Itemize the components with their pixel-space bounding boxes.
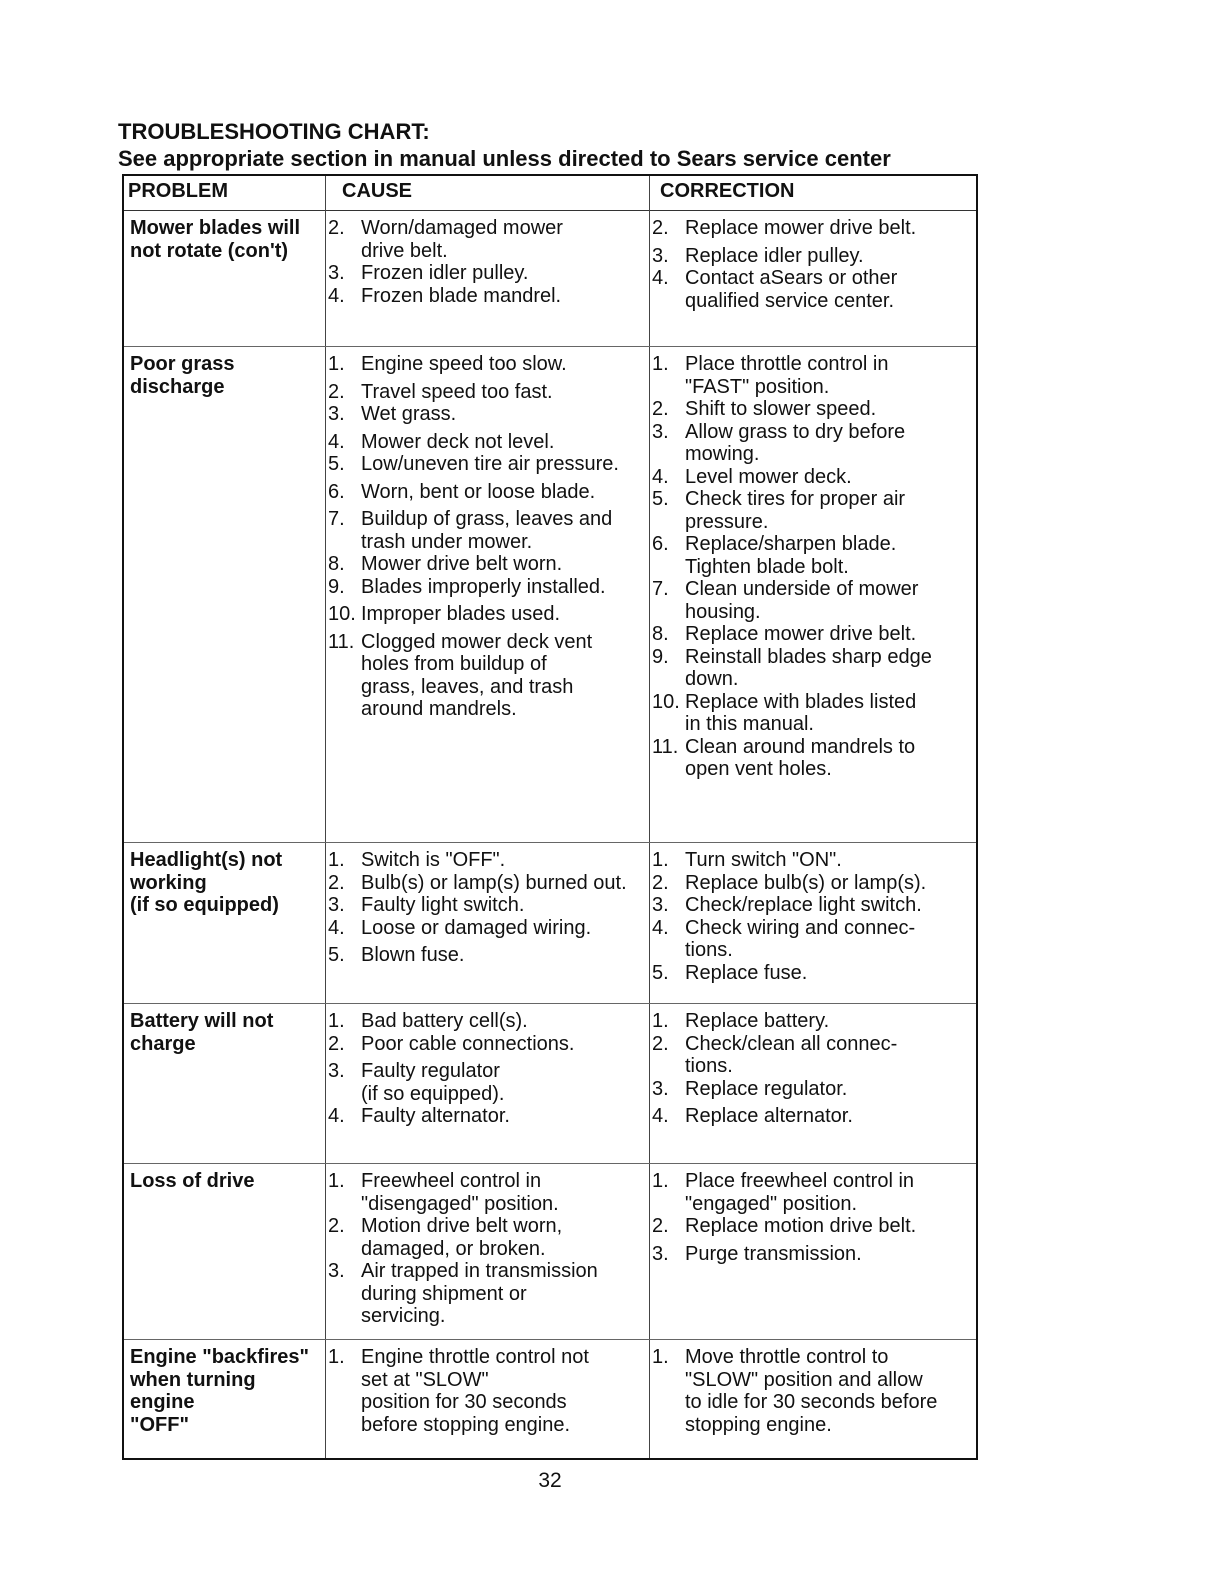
problem-cell (130, 353, 320, 398)
item-text: Check/clean all connec- (685, 1032, 898, 1055)
cause-item (328, 481, 650, 504)
correction-item (652, 1033, 974, 1078)
item-number: 3. (328, 894, 345, 916)
cause-item (328, 217, 650, 262)
item-text: Switch is "OFF". (361, 849, 506, 871)
cause-cell (328, 1170, 650, 1328)
item-number: 2. (328, 1215, 345, 1237)
item-text: Loose or damaged wiring. (361, 916, 592, 939)
item-text: Replace battery. (685, 1010, 830, 1032)
item-text: Worn, bent or loose blade. (361, 480, 596, 503)
cause-cell (328, 849, 650, 967)
correction-item (652, 421, 974, 466)
problem-text: not rotate (con't) (130, 239, 289, 262)
cause-item (328, 849, 650, 872)
chart-subtitle: See appropriate section in manual unless directed to Sears service center (118, 146, 891, 171)
item-number: 2. (652, 217, 669, 239)
chart-heading (118, 118, 1018, 172)
item-text: set at "SLOW" (361, 1368, 489, 1391)
item-number: 4. (328, 1105, 345, 1127)
cause-item (328, 1010, 650, 1033)
cause-item (328, 285, 650, 308)
cause-cell (328, 1010, 650, 1128)
item-number: 7. (652, 578, 669, 600)
page-number: 32 (538, 1469, 562, 1492)
item-number: 4. (328, 916, 345, 939)
problem-text: working (130, 871, 207, 894)
item-text: "FAST" position. (685, 375, 830, 398)
item-text: Tighten blade bolt. (685, 555, 849, 578)
problem-cell (130, 849, 320, 917)
correction-item (652, 217, 974, 240)
correction-item (652, 1105, 974, 1128)
correction-item (652, 245, 974, 268)
item-text: Level mower deck. (685, 465, 852, 488)
problem-text: when turning (130, 1368, 256, 1391)
correction-item (652, 1078, 974, 1101)
cause-item (328, 944, 650, 967)
item-number: 8. (328, 553, 345, 575)
correction-item (652, 1243, 974, 1266)
item-text: Replace regulator. (685, 1077, 848, 1100)
correction-cell (652, 1170, 974, 1265)
item-text: Check wiring and connec- (685, 916, 916, 939)
item-text: Blades improperly installed. (361, 575, 606, 598)
item-text: Faulty light switch. (361, 894, 525, 916)
correction-item (652, 488, 974, 533)
item-number: 6. (652, 533, 669, 555)
item-text: down. (685, 668, 739, 690)
problem-text: Headlight(s) not (130, 849, 283, 871)
item-text: Air trapped in transmission (361, 1260, 598, 1282)
item-number: 2. (328, 217, 345, 239)
problem-cell (130, 217, 320, 262)
problem-text: Loss of drive (130, 1170, 255, 1192)
item-text: Buildup of grass, leaves and (361, 508, 613, 530)
correction-item (652, 353, 974, 398)
correction-column-header: CORRECTION (660, 180, 795, 202)
problem-text: Poor grass (130, 353, 235, 375)
item-number: 3. (328, 1260, 345, 1282)
cause-item (328, 631, 650, 721)
item-number: 1. (328, 353, 345, 375)
item-number: 3. (652, 894, 669, 916)
item-number: 9. (652, 645, 669, 668)
item-text: stopping engine. (685, 1413, 832, 1436)
item-number: 4. (652, 267, 669, 289)
cause-cell (328, 217, 650, 307)
item-text: damaged, or broken. (361, 1237, 546, 1260)
correction-item (652, 267, 974, 312)
correction-item (652, 1215, 974, 1238)
problem-column-header: PROBLEM (128, 180, 228, 202)
item-text: Allow grass to dry before (685, 420, 906, 443)
item-text: Worn/damaged mower (361, 217, 563, 239)
item-text: Check tires for proper air (685, 488, 906, 510)
cause-item (328, 403, 650, 426)
correction-item (652, 962, 974, 985)
item-text: tions. (685, 1055, 733, 1077)
item-number: 1. (652, 849, 669, 871)
item-text: Blown fuse. (361, 944, 465, 966)
cause-item (328, 381, 650, 404)
item-number: 2. (652, 1215, 669, 1237)
table-row (124, 842, 976, 1003)
item-text: open vent holes. (685, 758, 832, 780)
item-number: 6. (328, 480, 345, 503)
cause-item (328, 262, 650, 285)
item-text: Place freewheel control in (685, 1170, 915, 1192)
item-number: 3. (652, 244, 669, 267)
item-text: tions. (685, 939, 733, 961)
correction-cell (652, 1010, 974, 1128)
item-text: trash under mower. (361, 530, 533, 553)
item-number: 2. (328, 380, 345, 403)
item-number: 5. (652, 961, 669, 984)
item-text: Freewheel control in (361, 1170, 542, 1192)
cause-item (328, 353, 650, 376)
item-text: Move throttle control to (685, 1346, 889, 1368)
item-text: Mower deck not level. (361, 430, 555, 453)
item-number: 1. (652, 1346, 669, 1368)
item-number: 9. (328, 575, 345, 598)
item-text: before stopping engine. (361, 1413, 571, 1436)
item-number: 1. (328, 849, 345, 871)
correction-cell (652, 217, 974, 312)
cause-item (328, 1260, 650, 1328)
item-number: 2. (652, 398, 669, 420)
item-number: 4. (652, 916, 669, 939)
cause-item (328, 431, 650, 454)
problem-text: discharge (130, 375, 225, 398)
problem-text: Engine "backfires" (130, 1346, 310, 1368)
item-number: 1. (652, 1170, 669, 1192)
problem-cell (130, 1170, 320, 1193)
correction-item (652, 1346, 974, 1436)
item-number: 1. (328, 1010, 345, 1032)
table-row (124, 1003, 976, 1163)
item-number: 4. (652, 1105, 669, 1127)
table-row (124, 211, 976, 346)
item-text: "disengaged" position. (361, 1192, 559, 1215)
item-text: Replace/sharpen blade. (685, 533, 897, 555)
item-text: Mower drive belt worn. (361, 553, 563, 575)
item-text: Clean around mandrels to (685, 735, 916, 758)
item-text: Replace bulb(s) or lamp(s). (685, 871, 927, 894)
item-text: Wet grass. (361, 403, 457, 425)
item-number: 5. (328, 453, 345, 475)
correction-item (652, 849, 974, 872)
cause-item (328, 1060, 650, 1105)
item-text: drive belt. (361, 239, 448, 262)
item-number: 4. (652, 465, 669, 488)
item-text: Improper blades used. (361, 603, 561, 625)
chart-title: TROUBLESHOOTING CHART: (118, 119, 430, 144)
correction-item (652, 872, 974, 895)
item-number: 2. (328, 1032, 345, 1055)
item-text: Frozen blade mandrel. (361, 284, 562, 307)
item-number: 7. (328, 508, 345, 530)
troubleshooting-table (122, 174, 978, 1460)
item-text: Contact aSears or other (685, 267, 898, 289)
item-text: Engine throttle control not (361, 1346, 589, 1368)
item-number: 3. (652, 1242, 669, 1265)
item-number: 11. (328, 630, 355, 653)
item-number: 2. (652, 1032, 669, 1055)
item-number: 2. (652, 871, 669, 894)
item-text: around mandrels. (361, 698, 517, 720)
item-text: Low/uneven tire air pressure. (361, 453, 619, 475)
cause-item (328, 894, 650, 917)
problem-text: Battery will not (130, 1010, 274, 1032)
correction-item (652, 1010, 974, 1033)
item-number: 1. (652, 1010, 669, 1032)
cause-column-header: CAUSE (342, 180, 413, 202)
correction-item (652, 1170, 974, 1215)
item-text: Frozen idler pulley. (361, 262, 529, 284)
item-text: Clogged mower deck vent (361, 630, 593, 653)
table-row (124, 1339, 976, 1458)
problem-cell (130, 1346, 320, 1436)
item-number: 3. (328, 403, 345, 425)
correction-item (652, 398, 974, 421)
item-text: Engine speed too slow. (361, 353, 567, 375)
item-number: 4. (328, 430, 345, 453)
correction-item (652, 466, 974, 489)
correction-item (652, 578, 974, 623)
item-text: during shipment or (361, 1282, 527, 1305)
correction-item (652, 691, 974, 736)
item-number: 3. (652, 1077, 669, 1100)
problem-text: "OFF" (130, 1413, 189, 1436)
item-text: Clean underside of mower (685, 578, 919, 600)
item-text: Shift to slower speed. (685, 398, 877, 420)
item-text: Faulty alternator. (361, 1105, 510, 1127)
problem-text: engine (130, 1391, 195, 1413)
cause-cell (328, 1346, 650, 1436)
correction-item (652, 646, 974, 691)
item-number: 4. (328, 284, 345, 307)
correction-cell (652, 1346, 974, 1436)
problem-cell (130, 1010, 320, 1055)
correction-item (652, 917, 974, 962)
item-text: Poor cable connections. (361, 1032, 575, 1055)
item-text: "SLOW" position and allow (685, 1368, 923, 1391)
item-text: in this manual. (685, 713, 814, 735)
item-text: Replace fuse. (685, 961, 808, 984)
cause-item (328, 553, 650, 576)
item-text: Reinstall blades sharp edge (685, 645, 932, 668)
item-text: (if so equipped). (361, 1082, 505, 1105)
cause-item (328, 603, 650, 626)
item-number: 3. (328, 1060, 345, 1082)
item-text: Place throttle control in (685, 353, 889, 375)
table-header (124, 176, 976, 211)
item-number: 3. (328, 262, 345, 284)
cause-item (328, 1215, 650, 1260)
cause-item (328, 453, 650, 476)
item-text: to idle for 30 seconds before (685, 1391, 938, 1413)
item-number: 1. (328, 1170, 345, 1192)
item-number: 3. (652, 420, 669, 443)
item-text: "engaged" position. (685, 1192, 858, 1215)
item-text: Replace idler pulley. (685, 244, 864, 267)
problem-text: charge (130, 1032, 196, 1055)
item-text: position for 30 seconds (361, 1391, 567, 1413)
item-text: Motion drive belt worn, (361, 1215, 563, 1237)
correction-item (652, 623, 974, 646)
item-number: 1. (652, 353, 669, 375)
cause-cell (328, 353, 650, 721)
table-row (124, 346, 976, 842)
item-number: 5. (328, 944, 345, 966)
item-text: Bulb(s) or lamp(s) burned out. (361, 871, 627, 894)
item-number: 1. (328, 1346, 345, 1368)
cause-item (328, 1170, 650, 1215)
cause-item (328, 1033, 650, 1056)
item-text: qualified service center. (685, 289, 895, 312)
item-text: Travel speed too fast. (361, 380, 553, 403)
cause-item (328, 1105, 650, 1128)
item-text: Bad battery cell(s). (361, 1010, 528, 1032)
cause-item (328, 576, 650, 599)
item-number: 2. (328, 871, 345, 894)
cause-item (328, 1346, 650, 1436)
item-text: Replace mower drive belt. (685, 623, 917, 645)
problem-text: Mower blades will (130, 217, 301, 239)
item-text: Replace with blades listed (685, 690, 917, 713)
item-text: housing. (685, 600, 761, 623)
item-number: 10. (328, 603, 356, 625)
item-text: Replace motion drive belt. (685, 1215, 917, 1237)
correction-cell (652, 353, 974, 781)
item-number: 5. (652, 488, 669, 510)
cause-item (328, 917, 650, 940)
item-text: Turn switch "ON". (685, 849, 842, 871)
item-text: Replace mower drive belt. (685, 217, 917, 239)
correction-item (652, 533, 974, 578)
item-text: servicing. (361, 1305, 446, 1327)
correction-item (652, 894, 974, 917)
item-text: grass, leaves, and trash (361, 675, 574, 698)
item-text: holes from buildup of (361, 653, 547, 675)
item-number: 11. (652, 735, 679, 758)
correction-item (652, 736, 974, 781)
problem-text: (if so equipped) (130, 894, 279, 916)
item-text: Replace alternator. (685, 1105, 853, 1127)
item-number: 10. (652, 690, 680, 713)
cause-item (328, 872, 650, 895)
item-number: 8. (652, 623, 669, 645)
item-text: Check/replace light switch. (685, 894, 922, 916)
item-text: Purge transmission. (685, 1242, 862, 1265)
item-text: Faulty regulator (361, 1060, 500, 1082)
table-row (124, 1163, 976, 1339)
cause-item (328, 508, 650, 553)
item-text: pressure. (685, 510, 769, 533)
correction-cell (652, 849, 974, 984)
item-text: mowing. (685, 443, 760, 465)
